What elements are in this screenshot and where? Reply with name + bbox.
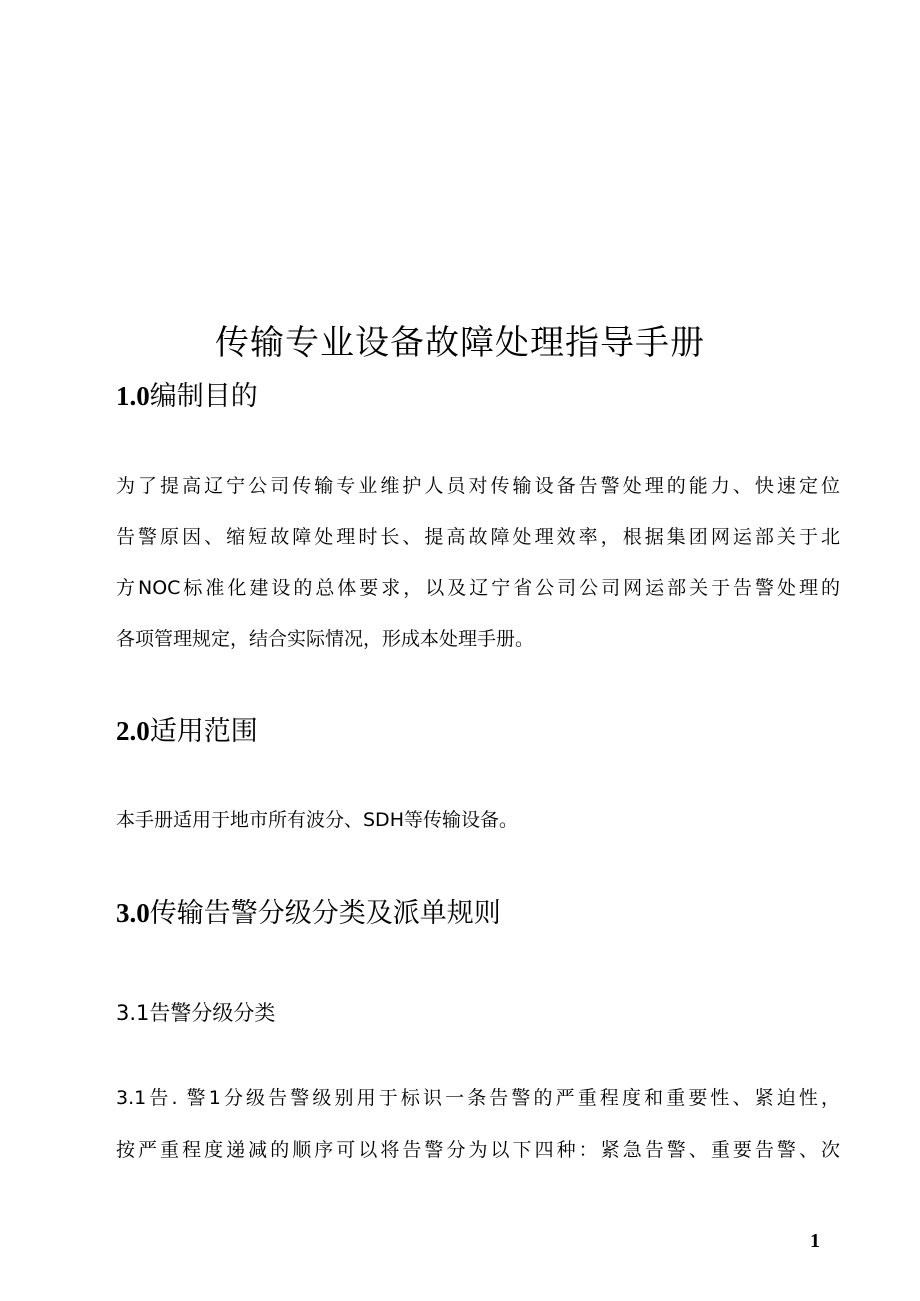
subsection-heading-alarm-classification: 3.1告警分级分类 <box>116 1001 276 1025</box>
document-title: 传输专业设备故障处理指导手册 <box>215 323 705 363</box>
paragraph-scope <box>116 803 840 854</box>
paragraph-line: 各项管理规定，结合实际情况，形成本处理手册。 <box>116 628 535 650</box>
paragraph-alarm-classification <box>116 1081 840 1185</box>
paragraph-line: 按严重程度递减的顺序可以将告警分为以下四种：紧急告警、重要告警、次 <box>116 1139 840 1161</box>
section-heading-purpose <box>116 376 258 417</box>
section-number: 3.0 <box>116 898 150 928</box>
paragraph-line: 方NOC标准化建设的总体要求，以及辽宁省公司公司网运部关于告警处理的 <box>116 577 840 599</box>
paragraph-line: 告警原因、缩短故障处理时长、提高故障处理效率，根据集团网运部关于北 <box>116 526 840 548</box>
section-title: 编制目的 <box>149 381 258 412</box>
section-number: 2.0 <box>116 716 150 746</box>
section-heading-scope <box>116 711 258 752</box>
page-number: 1 <box>810 1230 820 1252</box>
section-number: 1.0 <box>116 381 150 411</box>
paragraph-line: 本手册适用于地市所有波分、SDH等传输设备。 <box>116 809 518 831</box>
section-title: 适用范围 <box>149 716 258 747</box>
paragraph-line: 为了提高辽宁公司传输专业维护人员对传输设备告警处理的能力、快速定位 <box>116 475 840 497</box>
section-heading-alarm-rules <box>116 893 501 934</box>
paragraph-purpose <box>116 469 840 673</box>
section-title: 传输告警分级分类及派单规则 <box>149 898 501 929</box>
paragraph-line: 3.1告. 警1分级告警级别用于标识一条告警的严重程度和重要性、紧迫性， <box>116 1087 840 1109</box>
